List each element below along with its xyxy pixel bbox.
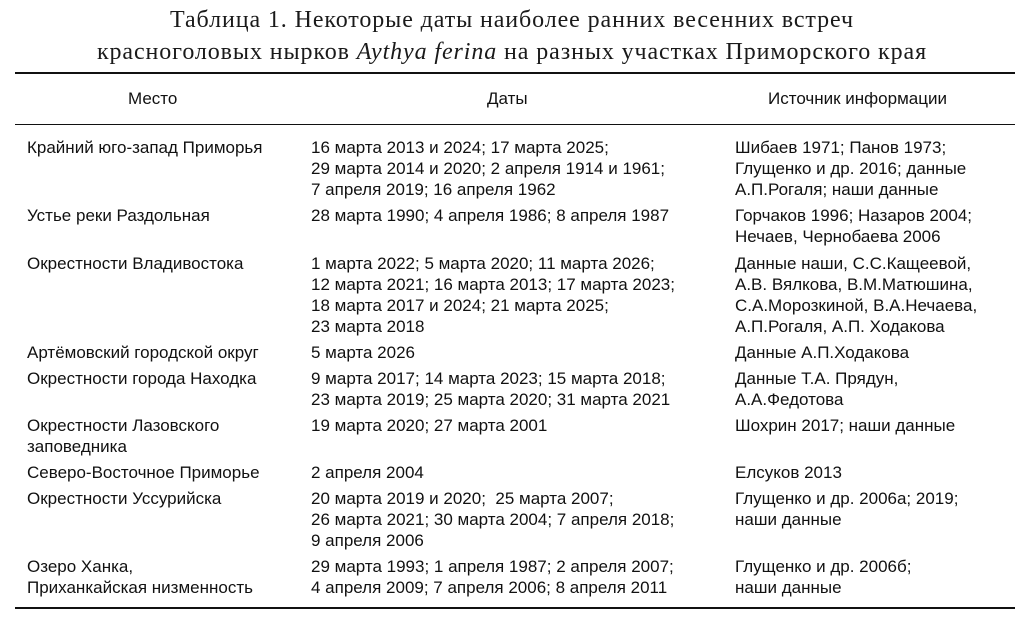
cell-dates: 28 марта 1990; 4 апреля 1986; 8 апреля 1987	[311, 206, 670, 225]
header-place: Место	[128, 89, 178, 108]
cell-dates: 29 марта 1993; 1 апреля 1987; 2 апреля 2007; 4 апреля 2009; 7 апреля 2006; 8 апреля 2011	[311, 557, 674, 597]
cell-source: Глущенко и др. 2006б; наши данные	[735, 557, 912, 597]
cell-source: Глущенко и др. 2006а; 2019; наши данные	[735, 489, 959, 529]
cell-dates: 20 марта 2019 и 2020; 25 марта 2007; 26 марта 2021; 30 марта 2004; 7 апреля 2018; 9 апреля 2006	[311, 489, 675, 550]
cell-dates: 9 марта 2017; 14 марта 2023; 15 марта 2018; 23 марта 2019; 25 марта 2020; 31 марта 2021	[311, 369, 671, 409]
caption-line-1: Таблица 1. Некоторые даты наиболее ранних весенних встреч	[170, 7, 854, 33]
cell-source: Елсуков 2013	[735, 463, 842, 482]
cell-source: Данные наши, С.С.Кащеевой, А.В. Вялкова, В.М.Матюшина, С.А.Морозкиной, В.А.Нечаева, А.П.Рогаля, А.П. Ходакова	[735, 254, 978, 336]
cell-source: Шибаев 1971; Панов 1973; Глущенко и др. 2016; данные А.П.Рогаля; наши данные	[735, 138, 967, 199]
cell-source: Данные А.П.Ходакова	[735, 343, 910, 362]
header-dates: Даты	[487, 89, 528, 108]
caption-line-2-prefix: красноголовых нырков	[96, 39, 357, 65]
cell-dates: 5 марта 2026	[311, 343, 415, 362]
cell-dates: 1 марта 2022; 5 марта 2020; 11 марта 2026; 12 марта 2021; 16 марта 2013; 17 марта 2023; 18 марта 2017 и 2024; 21 марта 2025; 23 марта 2018	[311, 254, 675, 336]
cell-place: Устье реки Раздольная	[27, 206, 210, 225]
table-bottom-rule	[15, 607, 1015, 609]
cell-place: Окрестности города Находка	[27, 369, 257, 388]
cell-place: Окрестности Владивостока	[27, 254, 244, 273]
cell-place: Крайний юго-запад Приморья	[27, 138, 263, 157]
species-latin-name: Aythya ferina	[356, 39, 498, 65]
header-source: Источник информации	[768, 89, 947, 108]
cell-place: Северо-Восточное Приморье	[27, 463, 260, 482]
caption-line-2-suffix: на разных участках Приморского края	[497, 39, 928, 65]
cell-source: Шохрин 2017; наши данные	[735, 416, 956, 435]
cell-dates: 2 апреля 2004	[311, 463, 424, 482]
cell-source: Горчаков 1996; Назаров 2004; Нечаев, Чернобаева 2006	[735, 206, 973, 246]
cell-place: Артёмовский городской округ	[27, 343, 259, 362]
cell-place: Окрестности Уссурийска	[27, 489, 222, 508]
cell-place: Окрестности Лазовского заповедника	[27, 416, 220, 456]
cell-place: Озеро Ханка, Приханкайская низменность	[27, 557, 253, 597]
cell-dates: 16 марта 2013 и 2024; 17 марта 2025; 29 марта 2014 и 2020; 2 апреля 1914 и 1961; 7 апреля 2019; 16 апреля 1962	[311, 138, 665, 199]
cell-dates: 19 марта 2020; 27 марта 2001	[311, 416, 548, 435]
cell-source: Данные Т.А. Прядун, А.А.Федотова	[735, 369, 899, 409]
